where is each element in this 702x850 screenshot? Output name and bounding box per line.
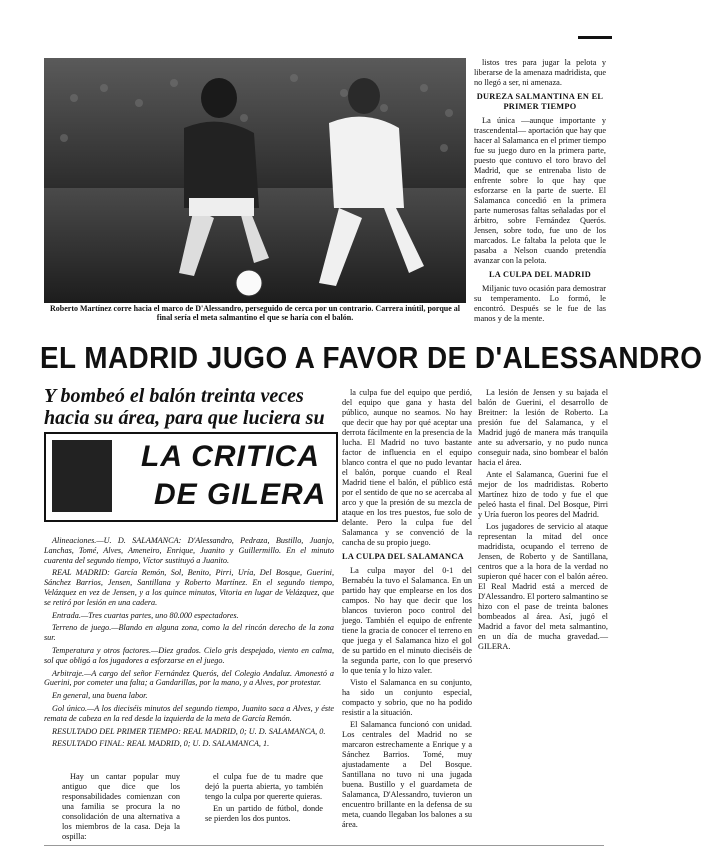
middle-col-para: El Salamanca funcionó con unidad. Los centrales del Madrid no se marcaron estrechamente a Enrique y a Sánchez Barrios. Tomé, muy ajustadamente a Del Bosque. Santillana no tuvo ni una jugada buena. Bustillo y el guardameta de Salamanca, D'Alessandro, tuvieron un encuentro brillante en la defensa de su meta, cuando llegaban los balones a su área.: [342, 720, 472, 829]
datasheet-item: Gol único.—A los dieciséis minutos del segundo tiempo, Juanito saca a Alves, y éste remata de cabeza en la red desde la izquierda de la meta de García Remón.: [44, 703, 334, 723]
right-column: [474, 58, 606, 326]
headline: EL MADRID JUGO A FAVOR DE D'ALESSANDRO: [40, 340, 702, 375]
bottom-rule: [44, 845, 604, 846]
middle-col-para: Visto el Salamanca en su conjunto, ha sido un conjunto especial, compacto y sobrio, que no ha podido resistir a la situación.: [342, 678, 472, 717]
bottom-mid-para: En un partido de fútbol, donde se pierden los dos puntos.: [205, 804, 323, 823]
datasheet-item: Entrada.—Tres cuartas partes, uno 80.000 espectadores.: [52, 610, 239, 620]
middle-col-heading: LA CULPA DEL SALAMANCA: [342, 552, 464, 561]
far-right-col-para: La lesión de Jensen y su bajada el balón de Guerini, el desarrollo de Breitner: la lesión de Roberto. La presión fue del Salamanca, y el Madrid jugó de manera más tranquila ante su adversario, y no pudo nunca conseguir nada, sino bombear el balón hacia el área.: [478, 388, 608, 467]
datasheet-item: RESULTADO DEL PRIMER TIEMPO: REAL MADRID, 0; U. D. SALAMANCA, 0.: [52, 726, 326, 736]
datasheet-item: Alineaciones.—U. D. SALAMANCA: D'Alessandro, Pedraza, Bustillo, Juanjo, Lanchas, Tomé, Alves, Ameneiro, Enrique, Juanito y Guillermillo. En el minuto cuarenta del segundo tiempo, Víctor sustituyó a Juanito.: [44, 536, 334, 565]
right-col-body: La única —aunque importante y trascendental— aportación que hay que hacer al Salamanca en el primer tiempo fue su juego duro en la primera parte, puesto que contuvo el toro bravo del Madrid, que se entrenaba listo de enfrente sobre lo que hay que esforzarse en la parte de suerte. El Salamanca concedió en la primera parte numerosas faltas señaladas por el árbitro, sobre Fernández Querós. Jensen, sobre todo, fue uno de los marcados. Le faltaba la pelota que le pasaba a Nelson cuando pretendía avanzar con la pelota.: [474, 116, 606, 265]
critica-title-line1: LA CRITICA: [141, 440, 320, 473]
critica-title-line2: DE GILERA: [154, 478, 327, 511]
photo-caption: Roberto Martínez corre hacia el marco de D'Alessandro, perseguido de cerca por un contrario. Carrera inútil, porque al final sería el meta salmantino el que se haría con el balón.: [49, 304, 461, 322]
right-col-end: Miljanic tuvo ocasión para demostrar su temperamento. Lo formó, le encontró. Después se le fue de las manos y de la mente.: [474, 284, 606, 323]
subheadline: Y bombeó el balón treinta veces hacia su área, para que luciera su: [44, 385, 325, 429]
match-photo-illustration: [44, 58, 466, 303]
right-col-intro: listos tres para jugar la pelota y liberarse de la amenaza madridista, que no llegó a ser, ni amenaza.: [474, 58, 606, 87]
datasheet-item: Arbitraje.—A cargo del señor Fernández Querós, del Colegio Andaluz. Amonestó a Guerini, por cometer una falta; a Gandarillas, por la mano, y a Alves, por protestar.: [44, 668, 334, 688]
datasheet-item: RESULTADO FINAL: REAL MADRID, 0; U. D. SALAMANCA, 1.: [52, 739, 270, 749]
right-col-heading-1: DUREZA SALMANTINA EN EL PRIMER TIEMPO: [476, 92, 604, 111]
far-right-col-para: Los jugadores de servicio al ataque representan la mitad del once madridista, ocupando el terreno de Jensen, de Roberto y de Santillana, centros que a la hora de la verdad no supieron qué hacer con el balón aéreo. El Real Madrid está a merced de D'Alessandro. El portero salmantino se hizo con el pase de treinta balones bombeados al área. Así, jugó el Madrid a favor del meta salmantino, en un día de mucha gravedad.—GILERA.: [478, 522, 608, 651]
far-right-column: [478, 388, 608, 654]
bottom-left-column: [62, 772, 180, 844]
ball: [236, 270, 262, 296]
datasheet-item: Terreno de juego.—Blando en alguna zona, como la del rincón derecho de la zona sur.: [44, 623, 334, 643]
bottom-mid-para: el culpa fue de tu madre que dejó la puerta abierta, yo también tengo la culpa por quererte quieras.: [205, 772, 323, 801]
datasheet-item: REAL MADRID: García Remón, Sol, Benito, Pirri, Uría, Del Bosque, Guerini, Sánchez Barrios, Jensen, Santillana y Roberto Martínez. En el segundo tiempo, Velázquez en vez de Jensen, y a los quince minutos, Vitoria en lugar de Velázquez, que se retiró por lesión en una cadera.: [44, 568, 334, 607]
bottom-left-para: Hay un cantar popular muy antiguo que dice que los responsabilidades comienzan con una familia se procura la no consolidación de una alternativa a los miembros de la casa. Deja la ospilla:: [62, 772, 180, 841]
bottom-mid-column: [205, 772, 323, 826]
middle-col-para: la culpa fue del equipo que perdió, del equipo que gana y hasta del público, aunque no seamos. No hay que decir que hay por qué aceptar una derrota fácilmente en la presencia de la lucha. El Madrid no tuvo bastante factor de influencia en el equipo blanco contra el que no pudo levantar el balón, porque cuando el Real Madrid tiene el balón, el público está por el sentido de que no se acercaba al arco y que la presión de su mezcla de ataque en los tres puestos, fue solo de delante. Pero la culpa fue del Salamanca y se convenció de la cancha de su propio juego.: [342, 388, 472, 547]
emblem-icon: [52, 440, 112, 512]
top-dash: [578, 36, 612, 39]
far-right-col-para: Ante el Salamanca, Guerini fue el mejor de los madridistas. Roberto Martínez hizo de todo y fue el que peleó hasta el final. Del Bosque, Pirri y Uría fueron los peores del Madrid.: [478, 470, 608, 519]
datasheet-item: En general, una buena labor.: [52, 691, 148, 701]
match-datasheet: [44, 536, 334, 752]
right-col-heading-2: LA CULPA DEL MADRID: [488, 270, 592, 279]
middle-column: [342, 388, 472, 832]
datasheet-item: Temperatura y otros factores.—Diez grados. Cielo gris despejado, viento en calma, sol que obligó a los jugadores a esforzarse en el juego.: [44, 645, 334, 665]
critica-box: [44, 432, 338, 522]
middle-col-para: La culpa mayor del 0-1 del Bernabéu la tuvo el Salamanca. En un partido hay que emplearse en los dos campos. No hay que decir que los blancos tuvieron poco control del juego. También el equipo de enfrente tiene la gracia de conocer el terreno en que juega y el Salamanca hizo el gol de su partido en el minuto dieciséis de la segunda parte, con lo que preservó lo que tenía y lo hizo valer.: [342, 566, 472, 675]
match-photo: [44, 58, 466, 303]
